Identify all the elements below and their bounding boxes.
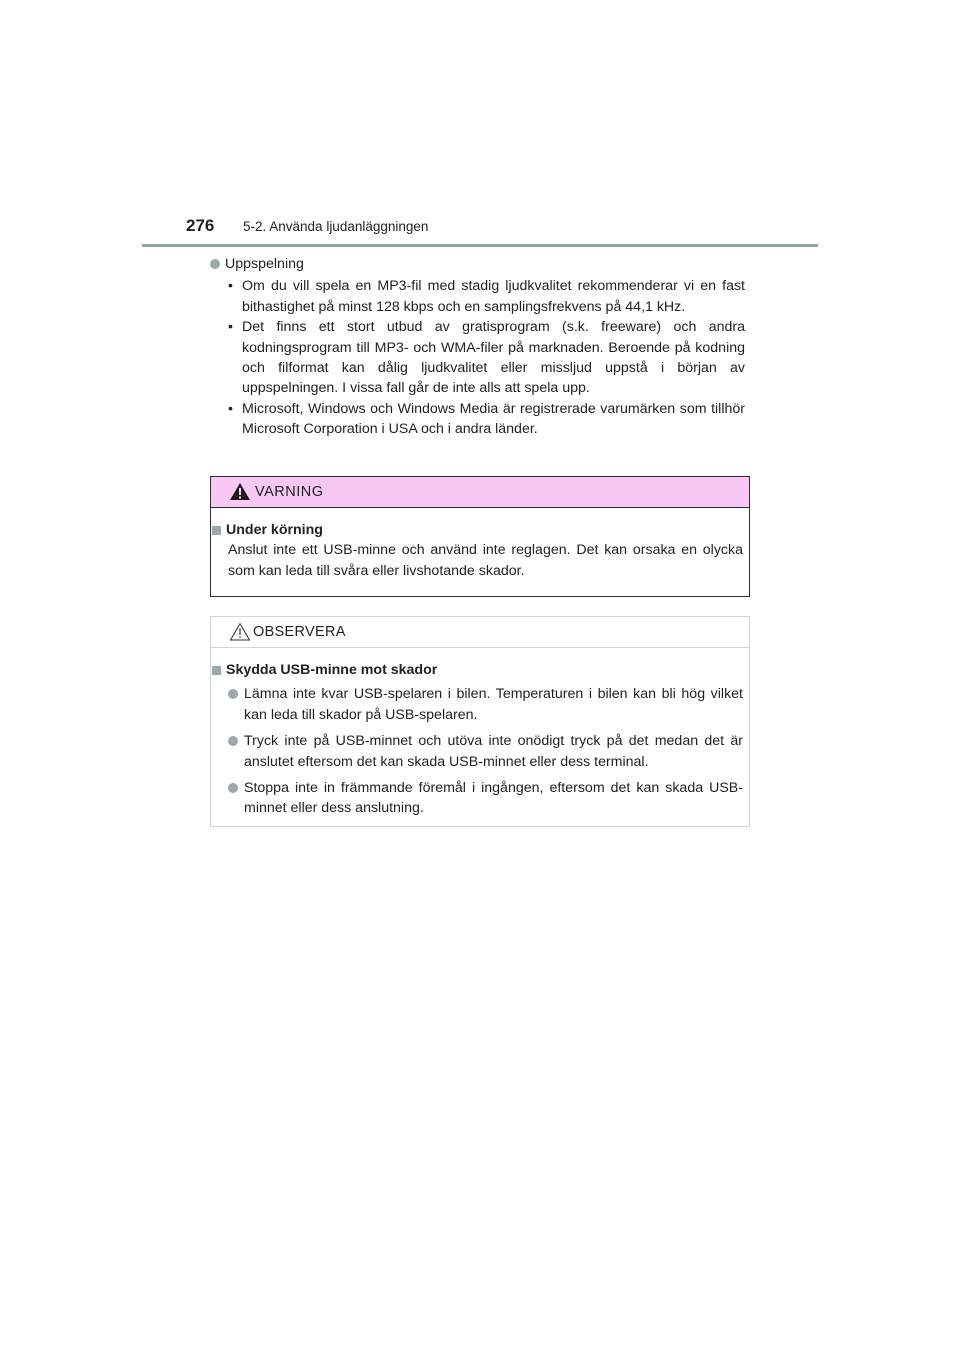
warning-triangle-icon	[229, 482, 251, 501]
caution-triangle-icon	[229, 622, 251, 641]
notice-header	[211, 617, 749, 648]
bullet-icon: •	[228, 400, 233, 417]
list-item: • Microsoft, Windows och Windows Media är registrerade varumärken som tillhör Microsoft Corporation i USA och i andra länder.	[228, 400, 745, 438]
list-item: • Det finns ett stort utbud av gratisprogram (s.k. freeware) och andra kodningsprogram till MP3- och WMA-filer på marknaden. Beroende på kodning och filformat kan dålig ljudkvalitet eller missljud uppstå i början av uppspelningen. I vissa fall går de inte alls att spela upp.	[228, 319, 745, 397]
playback-section	[210, 254, 745, 440]
list-item: Tryck inte på USB-minnet och utöva inte onödigt tryck på det medan det är anslutet eftersom det kan skada USB-minnet eller dess terminal.	[212, 731, 743, 772]
warning-box	[210, 476, 750, 597]
warning-header	[211, 477, 749, 508]
playback-heading-text: Uppspelning	[225, 256, 304, 272]
section-title: 5-2. Använda ljudanläggningen	[243, 219, 429, 234]
list-item: Stoppa inte in främmande föremål i ingången, eftersom det kan skada USB-minnet eller dess anslutning.	[212, 778, 743, 819]
bullet-dot-icon	[228, 736, 238, 746]
square-bullet-icon	[212, 526, 221, 535]
bullet-icon: •	[228, 278, 233, 295]
warning-body	[211, 508, 749, 581]
header-divider	[142, 244, 818, 247]
notice-title: OBSERVERA	[253, 624, 346, 640]
square-bullet-icon	[212, 666, 221, 675]
notice-body	[211, 648, 749, 819]
bullet-icon: •	[228, 319, 233, 336]
notice-subheading: Skydda USB-minne mot skador	[212, 660, 743, 680]
bullet-dot-icon	[228, 689, 238, 699]
warning-subheading: Under körning	[212, 520, 743, 540]
warning-title: VARNING	[255, 484, 324, 500]
list-item: Lämna inte kvar USB-spelaren i bilen. Temperaturen i bilen kan bli hög vilket kan leda till skador på USB-spelaren.	[212, 684, 743, 725]
notice-box	[210, 616, 750, 827]
warning-text: Anslut inte ett USB-minne och använd inte reglagen. Det kan orsaka en olycka som kan leda till svåra eller livshotande skador.	[228, 542, 743, 579]
list-item: • Om du vill spela en MP3-fil med stadig ljudkvalitet rekommenderar vi en fast bithastighet på minst 128 kbps och en samplingsfrekvens på 44,1 kHz.	[228, 278, 745, 315]
playback-list	[210, 276, 745, 439]
playback-heading	[210, 254, 745, 274]
bullet-dot-icon	[210, 259, 220, 269]
bullet-dot-icon	[228, 783, 238, 793]
page-number: 276	[186, 216, 215, 235]
